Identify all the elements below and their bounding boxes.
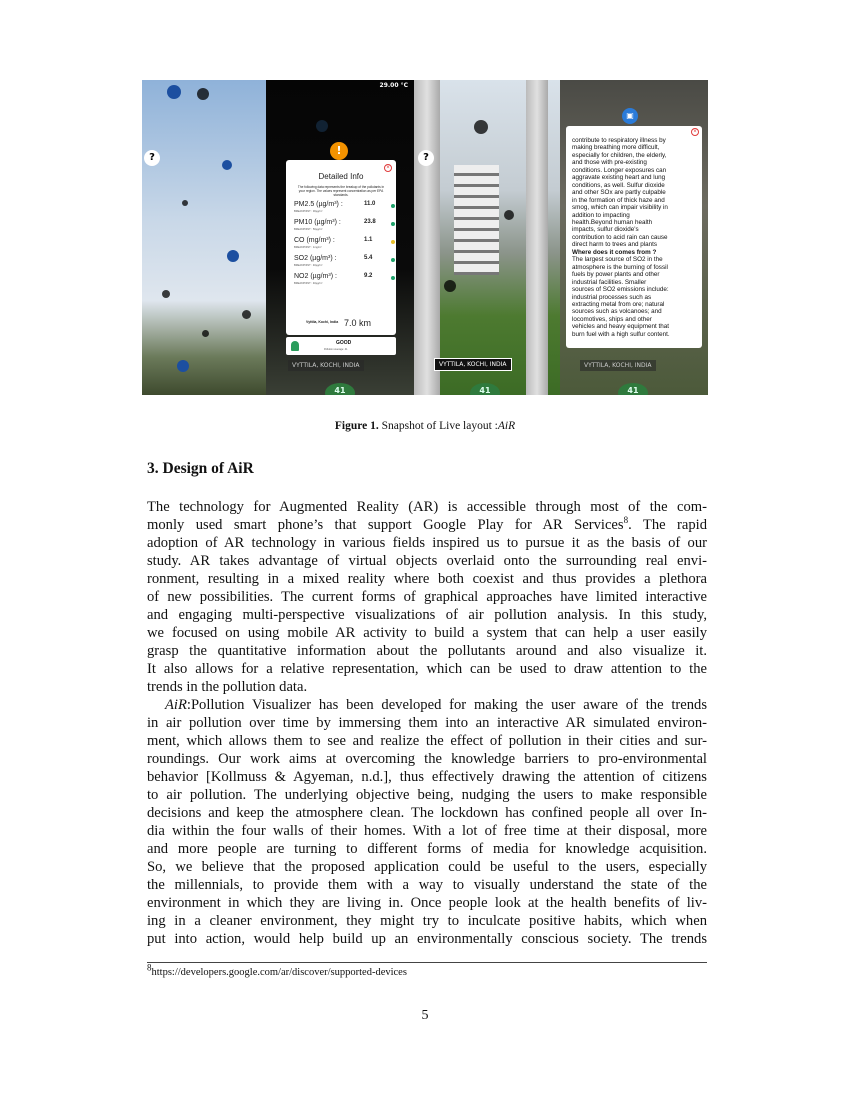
breakpoint: BREAKPOINT : 1mg/m³ — [294, 246, 322, 249]
footnote-link[interactable]: https://developers.google.com/ar/discover/supported-devices — [151, 967, 407, 978]
text-line: addition to impacting — [572, 211, 630, 219]
text-line: conditions, as well. Sulfur dioxide — [572, 181, 665, 189]
pollutant-row — [294, 219, 396, 237]
help-icon: ? — [144, 150, 160, 166]
city-label: VYTTILA, KOCHI, INDIA — [580, 360, 656, 371]
dialog-title: Detailed Info — [318, 172, 364, 181]
text-line: dia within the four walls of their homes. With a lot of free time at their disposal, more — [147, 823, 707, 839]
pollutant-value: 11.0 — [364, 201, 376, 207]
body-text — [147, 498, 707, 948]
text-line: sources of SO2 emissions include: — [572, 286, 669, 294]
text-line: AiR:Pollution Visualizer has been developed for making the user aware of the trends — [165, 697, 707, 713]
caption-italic: AiR — [497, 420, 516, 432]
close-icon[interactable]: × — [384, 164, 392, 172]
aqi-badge: 41 — [470, 383, 500, 395]
text-line: behavior [Kollmuss & Agyeman, n.d.], thus effectively drawing the attention of citizens — [147, 769, 707, 785]
warning-icon: ! — [330, 142, 348, 160]
breakpoint: BREAKPOINT : 40µg/m³ — [294, 282, 323, 285]
text-line: put into action, would help build up an environmentally conscious society. The trends — [147, 931, 707, 947]
text-line: industrial facilities. Smaller — [572, 278, 647, 286]
footnote: $^8$https://developers.google.com/ar/discover/supported-devices — [147, 962, 407, 978]
info-heading: Where does it comes from ? — [572, 248, 657, 256]
text-line: burn fuel with a high sulfur content. — [572, 330, 670, 338]
panel-building-ar-view — [414, 80, 560, 395]
footnote-rule — [147, 962, 707, 963]
text-line: It also allows for a relative representation, which can be used to draw attention to the — [147, 661, 707, 677]
text-line: in the formation of thick haze and — [572, 196, 665, 204]
dialog-intro: The following data represents the breakup of the pollutants in your region. The values represent concentration as per EPA standards. — [297, 185, 385, 197]
city-label: VYTTILA, KOCHI, INDIA — [434, 358, 512, 371]
pollutant-name: NO2 (µg/m³) : — [294, 273, 337, 280]
pollutant-name: PM2.5 (µg/m³) : — [294, 201, 343, 208]
text-line: monly used smart phone’s that support Google Play for AR Services$^8$. The rapid — [147, 515, 707, 533]
text-line: trends in the pollution data. — [147, 679, 308, 695]
close-icon[interactable]: × — [691, 128, 699, 136]
text-line: environment in which they are living in. Once people look at the health benefits of liv- — [147, 895, 707, 911]
pollutant-name: CO (mg/m³) : — [294, 237, 335, 244]
figure-caption — [0, 420, 850, 432]
figure-1-screenshots — [142, 80, 708, 395]
pollutant-name: SO2 (µg/m³) : — [294, 255, 337, 262]
text-line: atmosphere is the burning of fossil — [572, 263, 668, 271]
help-icon: ? — [418, 150, 434, 166]
text-line: the millennials, to provide them with a way to visually understand the state of the — [147, 877, 707, 893]
breakpoint: BREAKPOINT : 50µg/m³ — [294, 228, 323, 231]
text-line: locomotives, ships and other — [572, 315, 652, 323]
footnote-ref[interactable]: 8 — [623, 515, 629, 526]
text-line: roundings. Our work aims at overcoming the knowledge barriers to pro-environmental — [147, 751, 707, 767]
text-line: health.Beyond human health — [572, 218, 653, 226]
status-label: GOOD — [336, 340, 352, 346]
text-line: impacts, sulfur dioxide's — [572, 226, 639, 234]
text-line: contribution to acid rain can cause — [572, 233, 668, 241]
so2-info-dialog — [566, 126, 702, 348]
status-dot — [391, 258, 395, 262]
pollutant-value: 1.1 — [364, 237, 373, 243]
text-line: and other SOx are partly culpable — [572, 189, 666, 197]
status-dot — [391, 204, 395, 208]
pollutant-row — [294, 273, 396, 291]
air-quality-status — [286, 337, 396, 355]
text-line: in air pollution over time by immersing them into an interactive AR simulated environ- — [147, 715, 707, 731]
text-line: sources such as volcanoes; and — [572, 308, 662, 316]
caption-label: Figure 1. — [334, 420, 379, 432]
text-line: industrial processes such as — [572, 293, 652, 301]
detailed-info-dialog — [286, 160, 396, 335]
section-heading: 3. Design of AiR — [147, 460, 254, 477]
text-line: vehicles and heavy equipment that — [572, 323, 669, 331]
text-line: to air pollution. The underlying objective being, nudging the users to make responsible — [147, 787, 707, 803]
pollutant-value: 9.2 — [364, 273, 373, 279]
text-line: ronment, resulting in a mixed reality where both coexist and thus provides a plethora — [147, 571, 707, 587]
text-line: and those with pre-existing — [572, 159, 647, 167]
location-label: Vyttila, Kochi, India — [306, 320, 339, 324]
text-line: So, we believe that the proposed application could be useful to the users, especially — [147, 859, 707, 875]
text-line: of new possibilities. The current forms of graphical approaches have limited interactive — [147, 589, 707, 605]
aqi-badge: 41 — [325, 383, 355, 395]
status-subtext: Pollution average: 41 — [324, 348, 348, 351]
text-line: smog, which can impair visibility in — [572, 204, 668, 212]
breakpoint: BREAKPOINT : 40µg/m³ — [294, 264, 323, 267]
pollutant-value: 23.8 — [364, 219, 376, 225]
text-line: The largest source of SO2 in the — [572, 256, 663, 264]
text-line: extracting metal from ore; natural — [572, 300, 665, 308]
panel-so2-info — [560, 80, 708, 395]
pollutant-value: 5.4 — [364, 255, 373, 261]
bell-icon — [291, 341, 299, 351]
page-number: 5 — [421, 1008, 429, 1023]
save-icon: ▣ — [622, 108, 638, 124]
text-line: we focused on using mobile AR activity to build a system that can help a user easily — [147, 625, 707, 641]
pollutant-row — [294, 201, 396, 219]
status-dot — [391, 222, 395, 226]
text-line: especially for children, the elderly, — [572, 151, 667, 159]
breakpoint: BREAKPOINT : 30µg/m³ — [294, 210, 323, 213]
status-dot — [391, 276, 395, 280]
text-line: The technology for Augmented Reality (AR) is accessible through most of the com- — [147, 499, 707, 515]
pollutant-row — [294, 255, 396, 273]
text-line: aggravate existing heart and lung — [572, 174, 666, 182]
text-line: making breathing more difficult, — [572, 144, 660, 152]
text-line: conditions. Longer exposures can — [572, 166, 667, 174]
panel-sky-ar-view — [142, 80, 266, 395]
text-line: study. AR takes advantage of virtual objects overlaid onto the surrounding real envi- — [147, 553, 707, 569]
text-line: direct harm to trees and plants — [572, 241, 658, 249]
text-line: grasp the quantitative information about the pollutants around and also visualize it. — [147, 643, 707, 659]
text-line: adoption of AR technology in various fields inspired us to pursue it as the basis of our — [147, 535, 707, 551]
pollutant-row — [294, 237, 396, 255]
aqi-badge: 41 — [618, 383, 648, 395]
text-line: contribute to respiratory illness by — [572, 137, 666, 144]
city-label: VYTTILA, KOCHI, INDIA — [288, 360, 364, 371]
caption-text: Snapshot of Live layout : — [381, 420, 498, 432]
panel-detailed-info — [266, 80, 414, 395]
temperature: 29.00 °C — [379, 82, 408, 89]
pollutant-name: PM10 (µg/m³) : — [294, 219, 341, 226]
text-line: and engaging multi-perspective visualizations of air pollution analysis. In this study, — [147, 607, 707, 623]
status-dot — [391, 240, 395, 244]
text-line: ment, which allows them to see and realize the effect of pollution in their cities and sur- — [147, 733, 707, 749]
text-line: ing in a cleaner environment, they might try to inculcate positive habits, which when — [147, 913, 707, 929]
distance: 7.0 km — [344, 318, 372, 328]
text-line: fuels by power plants and other — [572, 271, 660, 279]
text-line: decisions and keep the atmosphere clean. The lockdown has confined people all over In- — [147, 805, 707, 821]
text-line: and more people are turning to different forms of media for knowledge acquisition. — [147, 841, 707, 857]
